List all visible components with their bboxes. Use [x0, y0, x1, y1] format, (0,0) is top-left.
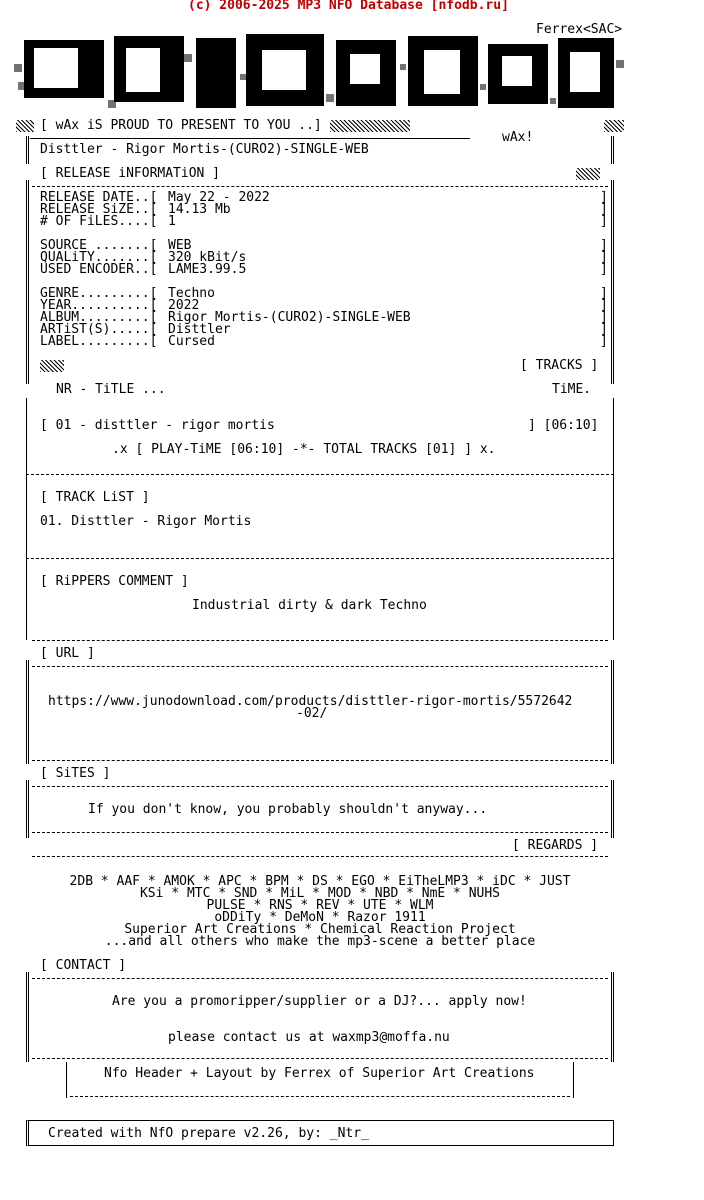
regards-line: Superior Art Creations * Chemical Reaction Project	[124, 922, 516, 937]
regards-line: ...and all others who make the mp3-scene a better place	[104, 934, 536, 949]
release-info-label: SOURCE .......[	[40, 238, 158, 253]
release-info-value: Techno	[168, 286, 215, 301]
track-row-text: [ 01 - disttler - rigor mortis	[40, 418, 275, 433]
tracks-col-time: TiME.	[552, 382, 592, 397]
url-link-line2[interactable]: -02/	[296, 706, 328, 721]
release-info-row-end: ]	[600, 286, 608, 301]
release-info-value: 1	[168, 214, 176, 229]
release-info-title: [ RELEASE iNFORMATiON ]	[40, 166, 221, 181]
release-info-value: 14.13 Mb	[168, 202, 231, 217]
release-info-row-end: ]	[600, 310, 608, 325]
divider	[32, 640, 608, 641]
release-info-row-end: ]	[600, 190, 608, 205]
release-info-value: LAME3.99.5	[168, 262, 247, 277]
contact-email-line[interactable]: please contact us at waxmp3@moffa.nu	[168, 1030, 450, 1045]
contact-box	[26, 972, 614, 1062]
contact-line1: Are you a promoripper/supplier or a DJ?... apply now!	[112, 994, 527, 1009]
divider	[32, 832, 608, 833]
regards-line: 2DB * AAF * AMOK * APC * BPM * DS * EGO * EiTheLMP3 * iDC * JUST	[69, 874, 571, 889]
layout-credit: Nfo Header + Layout by Ferrex of Superior Art Creations	[104, 1066, 535, 1081]
divider	[70, 1096, 570, 1097]
release-info-label: GENRE.........[	[40, 286, 158, 301]
tracks-title: [ TRACKS ]	[520, 358, 599, 373]
release-info-row-end: ]	[600, 238, 608, 253]
tracks-summary: .x [ PLAY-TiME [06:10] -*- TOTAL TRACKS [01] ] x.	[112, 442, 496, 457]
release-name: Disttler - Rigor Mortis-(CURO2)-SINGLE-WEB	[40, 142, 369, 157]
comment-text: Industrial dirty & dark Techno	[192, 598, 427, 613]
divider	[32, 978, 608, 979]
release-info-row-end: ]	[600, 334, 608, 349]
release-info-row-end: ]	[600, 214, 608, 229]
release-info-label: QUALiTY.......[	[40, 250, 158, 265]
divider	[32, 1058, 608, 1059]
regards-line: KSi * MTC * SND * MiL * MOD * NBD * NmE * NUHS	[139, 886, 501, 901]
shade-block	[330, 120, 410, 132]
track-row-time: ] [06:10]	[528, 418, 599, 433]
tracklist-title: [ TRACK LiST ]	[40, 490, 150, 505]
tracks-col-title: NR - TiTLE ...	[56, 382, 166, 397]
artist-credit: Ferrex<SAC>	[536, 22, 623, 37]
comment-title: [ RiPPERS COMMENT ]	[40, 574, 189, 589]
divider	[30, 138, 470, 139]
release-info-value: Rigor Mortis-(CURO2)-SINGLE-WEB	[168, 310, 411, 325]
release-info-label: # OF FiLES....[	[40, 214, 158, 229]
contact-title: [ CONTACT ]	[40, 958, 127, 973]
sites-text: If you don't know, you probably shouldn't anyway...	[88, 802, 488, 817]
release-info-row-end: ]	[600, 298, 608, 313]
copyright-line: (c) 2006-2025 MP3 NFO Database [nfodb.ru]	[188, 0, 509, 13]
divider	[32, 760, 608, 761]
release-info-value: May 22 - 2022	[168, 190, 270, 205]
divider	[32, 666, 608, 667]
release-info-row-end: ]	[600, 202, 608, 217]
release-info-value: 2022	[168, 298, 200, 313]
release-info-label: RELEASE DATE..[	[40, 190, 158, 205]
release-info-label: LABEL.........[	[40, 334, 158, 349]
release-info-row-end: ]	[600, 262, 608, 277]
created-with: Created with NfO prepare v2.26, by: _Ntr_	[48, 1126, 369, 1141]
tracks-box	[26, 398, 614, 474]
release-info-label: USED ENCODER..[	[40, 262, 158, 277]
group-tag: wAx!	[502, 130, 534, 145]
release-info-label: YEAR..........[	[40, 298, 158, 313]
shade-block	[40, 360, 64, 372]
tracklist-item: 01. Disttler - Rigor Mortis	[40, 514, 252, 529]
release-info-value: WEB	[168, 238, 192, 253]
release-info-row-end: ]	[600, 322, 608, 337]
regards-title: [ REGARDS ]	[512, 838, 599, 853]
regards-line: PULSE * RNS * REV * UTE * WLM	[206, 898, 434, 913]
sites-title: [ SiTES ]	[40, 766, 111, 781]
shade-block	[16, 120, 34, 132]
group-logo-art	[14, 34, 626, 120]
release-info-row-end: ]	[600, 250, 608, 265]
proud-banner: [ wAx iS PROUD TO PRESENT TO YOU ..]	[40, 118, 322, 133]
release-info-value: Cursed	[168, 334, 215, 349]
divider	[32, 856, 608, 857]
divider	[32, 186, 608, 187]
url-title: [ URL ]	[40, 646, 95, 661]
release-info-label: ARTiST(S).....[	[40, 322, 158, 337]
url-link-line1[interactable]: https://www.junodownload.com/products/disttler-rigor-mortis/5572642	[48, 694, 573, 709]
release-info-label: ALBUM.........[	[40, 310, 158, 325]
release-info-label: RELEASE SiZE..[	[40, 202, 158, 217]
release-info-value: 320 kBit/s	[168, 250, 247, 265]
divider	[32, 786, 608, 787]
release-info-value: Disttler	[168, 322, 231, 337]
shade-block	[604, 120, 624, 132]
shade-block	[576, 168, 600, 180]
regards-line: oDDiTy * DeMoN * Razor 1911	[214, 910, 426, 925]
